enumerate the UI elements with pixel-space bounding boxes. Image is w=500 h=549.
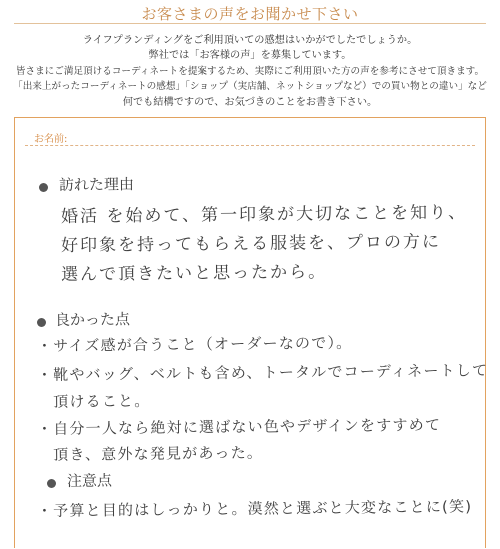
name-underline bbox=[25, 145, 475, 146]
section-title-reason: 訪れた理由 bbox=[58, 175, 135, 194]
intro-text bbox=[0, 33, 500, 110]
intro-line: 皆さまにご満足頂けるコーディネートを提案するため、実際にご利用頂いた方の声を参考にさせて頂きます。 bbox=[15, 65, 485, 77]
handwritten-line: ・自分一人なら絶対に選ばない色やデザインをすすめて bbox=[36, 415, 442, 438]
section-title-caution: 注意点 bbox=[66, 471, 113, 490]
intro-line: ライフプランディングをご利用頂いての感想はいかがでしたでしょうか。 bbox=[82, 35, 418, 46]
handwritten-line: 頂けること。 bbox=[36, 391, 151, 411]
handwritten-line: ・予算と目的はしっかりと。漠然と選ぶと大変なことに(笑) bbox=[36, 497, 473, 520]
handwritten-line: ・靴やバッグ、ベルトも含め、トータルでコーディネートして bbox=[36, 361, 489, 384]
intro-line: 「出来上がったコーディネートの感想」「ショップ（実店舗、ネットショップなど）での買い物との違い」など bbox=[13, 81, 487, 93]
intro-line: 何でも結構ですので、お気づきのことをお書き下さい。 bbox=[122, 96, 378, 108]
handwritten-line: 頂き、意外な発見があった。 bbox=[36, 443, 264, 464]
intro-line: 弊社では「お客様の声」を募集しています。 bbox=[148, 50, 352, 62]
section-bullet-icon bbox=[39, 183, 48, 192]
title-divider bbox=[14, 23, 486, 24]
section-bullet-icon bbox=[47, 479, 56, 488]
form-title: お客さまの声をお聞かせ下さい bbox=[141, 5, 359, 23]
name-label: お名前: bbox=[34, 134, 68, 145]
comment-form-box bbox=[14, 117, 489, 548]
handwritten-line: 好印象を持ってもらえる服装を、プロの方に bbox=[60, 232, 442, 256]
handwritten-line: 婚活 を始めて、第一印象が大切なことを知り、 bbox=[60, 202, 468, 227]
handwritten-line: ・サイズ感が合うこと（オーダーなので）。 bbox=[36, 333, 353, 355]
section-bullet-icon bbox=[37, 318, 46, 327]
handwritten-line: 選んで頂きたいと思ったから。 bbox=[60, 262, 328, 285]
section-title-good-points: 良かった点 bbox=[54, 310, 131, 329]
